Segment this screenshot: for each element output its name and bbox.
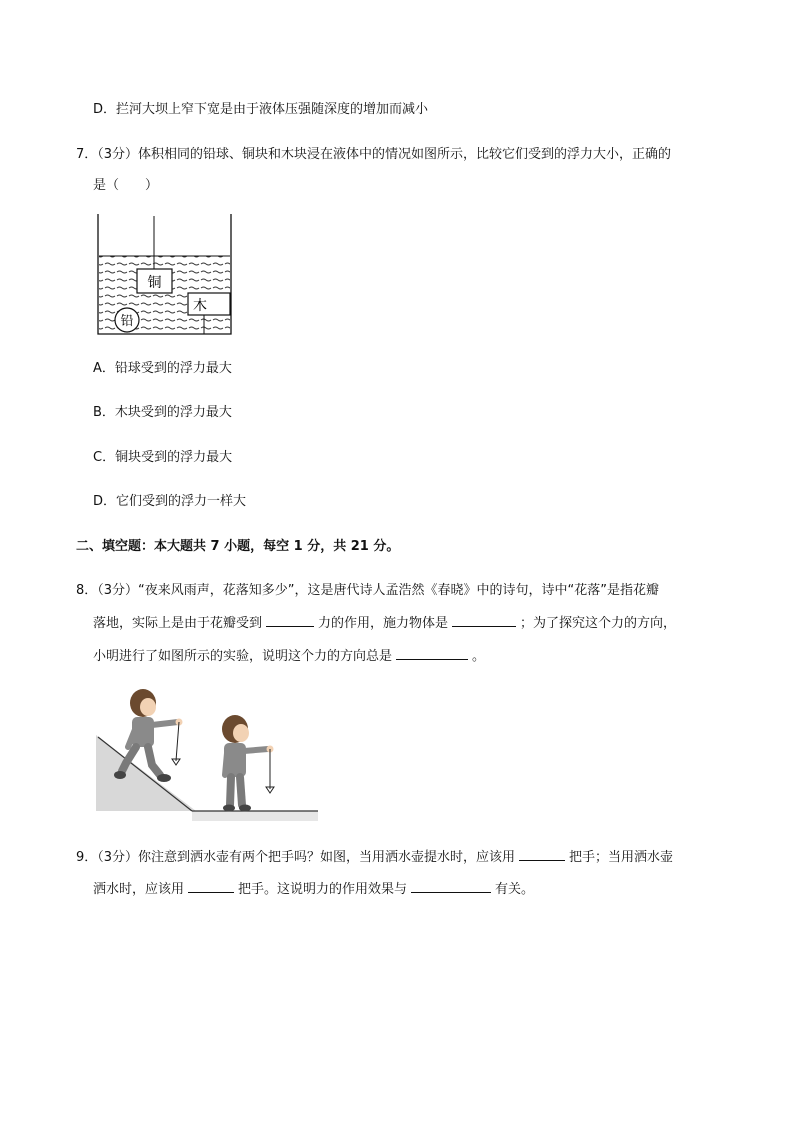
q7-buoyancy-figure <box>92 212 238 338</box>
q7-option-d: D．它们受到的浮力一样大 <box>93 494 247 509</box>
q9-text-c: 洒水时，应该用 <box>93 882 185 897</box>
q7-option-c: C．铜块受到的浮力最大 <box>93 450 233 465</box>
q8-text-d: 小明进行了如图所示的实验，说明这个力的方向总是 <box>93 649 393 664</box>
q8-text-e: 。 <box>472 649 486 664</box>
q8-text-c: ；为了探究这个力的方向， <box>520 616 677 631</box>
q9-text-d: 把手。这说明力的作用效果与 <box>238 882 408 897</box>
section-heading: 二、填空题：本大题共 7 小题，每空 1 分，共 21 分。 <box>76 539 400 554</box>
q7-option-a: A．铅球受到的浮力最大 <box>93 361 232 376</box>
q8-blank-3[interactable] <box>396 647 468 660</box>
copper-block <box>137 269 172 293</box>
wood-label: 木 <box>193 298 207 314</box>
q8-stem-line3 <box>93 647 485 666</box>
q9-text-a: 9．（3分）你注意到洒水壶有两个把手吗？如图，当用洒水壶提水时，应该用 <box>76 850 516 865</box>
lead-ball <box>115 308 139 332</box>
q8-text-a: 落地，实际上是由于花瓣受到 <box>93 616 263 631</box>
q9-stem-line1 <box>76 848 673 867</box>
q7-stem-line2: 是（ ） <box>93 178 159 193</box>
boy-on-slope <box>114 689 183 782</box>
q8-plumb-line-figure <box>96 685 322 823</box>
q8-blank-1[interactable] <box>266 614 314 627</box>
q8-stem-line2 <box>93 614 676 633</box>
lead-label: 铅 <box>120 314 134 329</box>
q7-stem-line1: 7．（3分）体积相同的铅球、铜块和木块浸在液体中的情况如图所示，比较它们受到的浮力大小，正确的 <box>76 147 672 162</box>
q9-blank-2[interactable] <box>188 880 234 893</box>
wood-block <box>188 293 230 315</box>
q6-option-d: D．拦河大坝上窄下宽是由于液体压强随深度的增加而减小 <box>93 102 429 117</box>
q8-blank-2[interactable] <box>452 614 516 627</box>
q9-text-e: 有关。 <box>495 882 535 897</box>
q9-blank-1[interactable] <box>519 848 565 861</box>
q8-text-b: 力的作用，施力物体是 <box>318 616 449 631</box>
q9-stem-line2 <box>93 880 534 899</box>
q7-option-b: B．木块受到的浮力最大 <box>93 405 232 420</box>
q9-blank-3[interactable] <box>411 880 491 893</box>
boy-on-ground <box>222 715 274 812</box>
q9-text-b: 把手；当用洒水壶 <box>569 850 674 865</box>
copper-label: 铜 <box>147 275 162 291</box>
q8-stem-line1: 8．（3分）“夜来风雨声，花落知多少”，这是唐代诗人孟浩然《春晓》中的诗句，诗中“花落”是指花瓣 <box>76 583 659 598</box>
